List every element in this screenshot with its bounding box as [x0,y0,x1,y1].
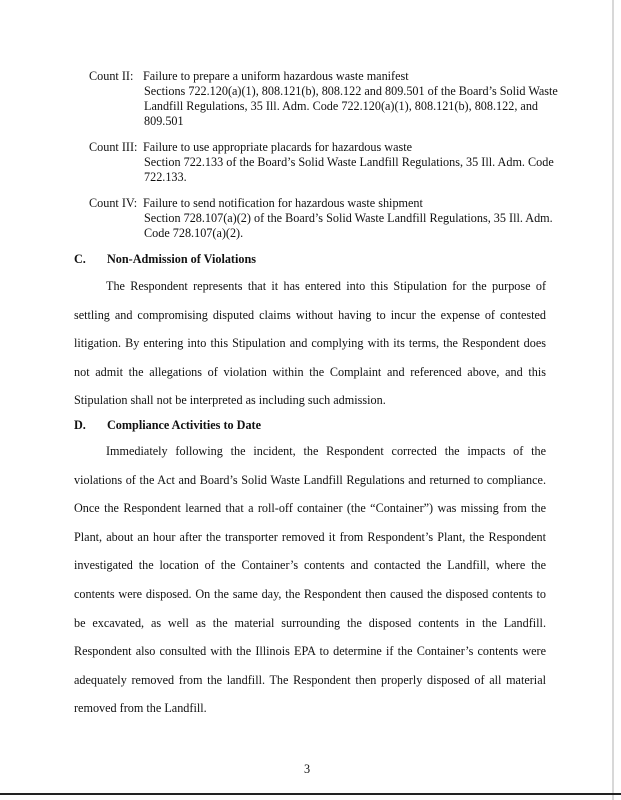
count-label: Count II: [89,69,134,83]
section-c-heading [74,252,256,267]
count-label: Count III: [89,140,138,154]
section-letter: C. [74,252,86,266]
section-d-paragraph: Immediately following the incident, the Respondent corrected the impacts of the violations of the Act and Board’s Solid Waste Landfill Regulations and returned to compliance. Once the Respondent learned that a roll-off container (the “Container”) was missing from the Plant, about an hour after the transporter removed it from Respondent’s Plant, the Respondent investigated the location of the Container’s contents and contacted the Landfill, where the contents were disposed. On the same day, the Respondent then caused the disposed contents to be excavated, as well as the material surrounding the disposed contents in the Landfill. Respondent also consulted with the Illinois EPA to determine if the Container’s contents were adequately removed from the landfill. The Respondent then properly disposed of all material removed from the Landfill. [74,444,546,716]
section-title: Non-Admission of Violations [107,252,256,266]
count-body: Sections 722.120(a)(1), 808.121(b), 808.122 and 809.501 of the Board’s Solid Waste Landfill Regulations, 35 Ill. Adm. Code 722.120(a)(1), 808.121(b), 808.122, and 809.501 [144,84,558,128]
count-ii [89,69,559,129]
section-letter: D. [74,418,86,432]
count-iii [89,140,559,185]
section-d-heading [74,418,261,433]
page-number: 3 [304,762,311,776]
count-body: Section 722.133 of the Board’s Solid Waste Landfill Regulations, 35 Ill. Adm. Code 722.133. [144,155,554,184]
count-iv [89,196,559,241]
section-title: Compliance Activities to Date [107,418,262,432]
scan-bottom-line [0,793,621,795]
section-c-paragraph: The Respondent represents that it has entered into this Stipulation for the purpose of settling and compromising disputed claims without having to incur the expense of contested litigation. By entering into this Stipulation and complying with its terms, the Respondent does not admit the allegations of violation within the Complaint and referenced above, and this Stipulation shall not be interpreted as including such admission. [74,279,546,408]
scan-edge [612,0,614,800]
count-title: Failure to send notification for hazardous waste shipment [143,196,423,210]
count-body: Section 728.107(a)(2) of the Board’s Solid Waste Landfill Regulations, 35 Ill. Adm. Code 728.107(a)(2). [144,211,553,240]
count-label: Count IV: [89,196,138,210]
count-title: Failure to prepare a uniform hazardous waste manifest [143,69,409,83]
count-title: Failure to use appropriate placards for hazardous waste [143,140,413,154]
